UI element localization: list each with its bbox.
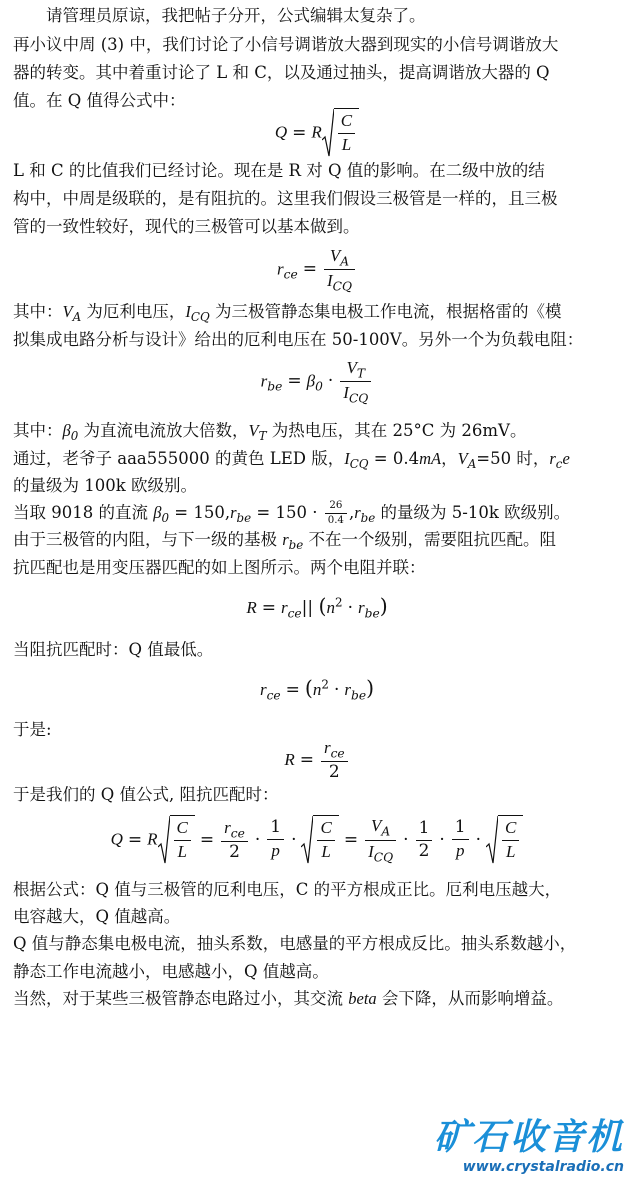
paragraph-intro-line3: 值。在 Q 值得公式中： — [13, 91, 186, 110]
paragraph-conclusion2-line1: Q 值与静态集电极电流，抽头系数，电感量的平方根成反比。抽头系数越小， — [13, 934, 577, 953]
paragraph-conclusion3: 当然，对于某些三极管静态电路过小，其交流 beta 会下降，从而影响增益。 — [13, 989, 564, 1008]
site-logo-text: 矿石收音机 — [433, 1117, 624, 1158]
paragraph-early-line1: 其中：$V_A$ 为厄利电压，$I_{CQ}$ 为三极管静态集电极工作电流，根据格雷的《模 — [13, 302, 562, 325]
paragraph-matching-line2: 抗匹配也是用变压器匹配的如上图所示。两个电阻并联： — [13, 558, 426, 577]
equation-rbe: $r_{be} = \beta_0$ · $\frac{V_T}{I_{CQ}}$ — [0, 358, 634, 406]
paragraph-conclusion1-line2: 电容越大，Q 值越高。 — [13, 907, 181, 926]
site-watermark — [434, 1118, 624, 1176]
paragraph-beta: 其中：$\beta_0$ 为直流电流放大倍数，$V_T$ 为热电压，其在 25°C 为 26mV。 — [13, 421, 527, 444]
paragraph-lc-line1: L 和 C 的比值我们已经讨论。现在是 R 对 Q 值的影响。在二级中放的结 — [13, 161, 545, 180]
equation-rce: $r_{ce}$ = $\frac{V_A}{I_{CQ}}$ — [0, 246, 634, 294]
paragraph-9018: 当取 9018 的直流 $\beta_0 = 150,r_{be} = 150$ · $\frac{26}{0.4}$ $,r_{be}$ 的量级为 5-10k 欧级别。 — [13, 500, 571, 526]
equation-q-final: Q = R $\frac{C}{L}$ = $\frac{r_{ce}}{2}$ · $\frac{1}{p}$ · $\frac{C}{L}$ = $\frac{V_A}{I_{CQ}}$ · $\frac{1}{2}$ · $\frac{1}{p}$ · $\frac{C}{L}$ — [0, 815, 634, 865]
paragraph-conclusion2-line2: 静态工作电流越小，电感越小，Q 值越高。 — [13, 962, 329, 981]
paragraph-intro-line2: 器的转变。其中着重讨论了 L 和 C，以及通过抽头，提高调谐放大器的 Q — [13, 63, 550, 82]
paragraph-apology: 请管理员原谅，我把帖子分开，公式编辑太复杂了。 — [46, 6, 426, 25]
equation-parallel: $R = r_{ce}||$ $(n^2 \cdot r_{be})$ — [246, 594, 388, 621]
paragraph-q-lowest: 当阻抗匹配时：Q 值最低。 — [13, 640, 214, 659]
paragraph-conclusion1-line1: 根据公式：Q 值与三极管的厄利电压，C 的平方根成正比。厄利电压越大， — [13, 880, 562, 899]
paragraph-q-formula: 于是我们的 Q 值公式, 阻抗匹配时： — [13, 785, 279, 804]
paragraph-lc-line2: 构中，中周是级联的，是有阻抗的。这里我们假设三极管是一样的，且三极 — [13, 189, 558, 208]
equation-q-basic: Q = R $\frac{C}{L}$ — [0, 108, 634, 158]
equation-match: $r_{ce} = (n^2 \cdot r_{be})$ — [259, 676, 375, 703]
paragraph-intro-line1: 再小议中周 (3) 中，我们讨论了小信号调谐放大器到现实的小信号调谐放大 — [13, 35, 559, 54]
paragraph-matching-line1: 由于三极管的内阻，与下一级的基极 $r_{be}$ 不在一个级别，需要阻抗匹配。阻 — [13, 530, 557, 553]
paragraph-early-line2: 拟集成电路分析与设计》给出的厄利电压在 50-100V。另外一个为负载电阻： — [13, 330, 584, 349]
paragraph-therefore: 于是: — [13, 720, 52, 739]
paragraph-led-line1: 通过，老爷子 aaa555000 的黄色 LED 版，$I_{CQ} = 0.4mA$，$V_A=50$ 时，$r_ce$ — [13, 449, 570, 472]
equation-r-half: R = $\frac{r_{ce}}{2}$ — [0, 738, 634, 783]
site-url: www.crystalradio.cn — [462, 1159, 624, 1175]
paragraph-led-line2: 的量级为 100k 欧级别。 — [13, 476, 197, 495]
paragraph-lc-line3: 管的一致性较好，现代的三极管可以基本做到。 — [13, 217, 360, 236]
